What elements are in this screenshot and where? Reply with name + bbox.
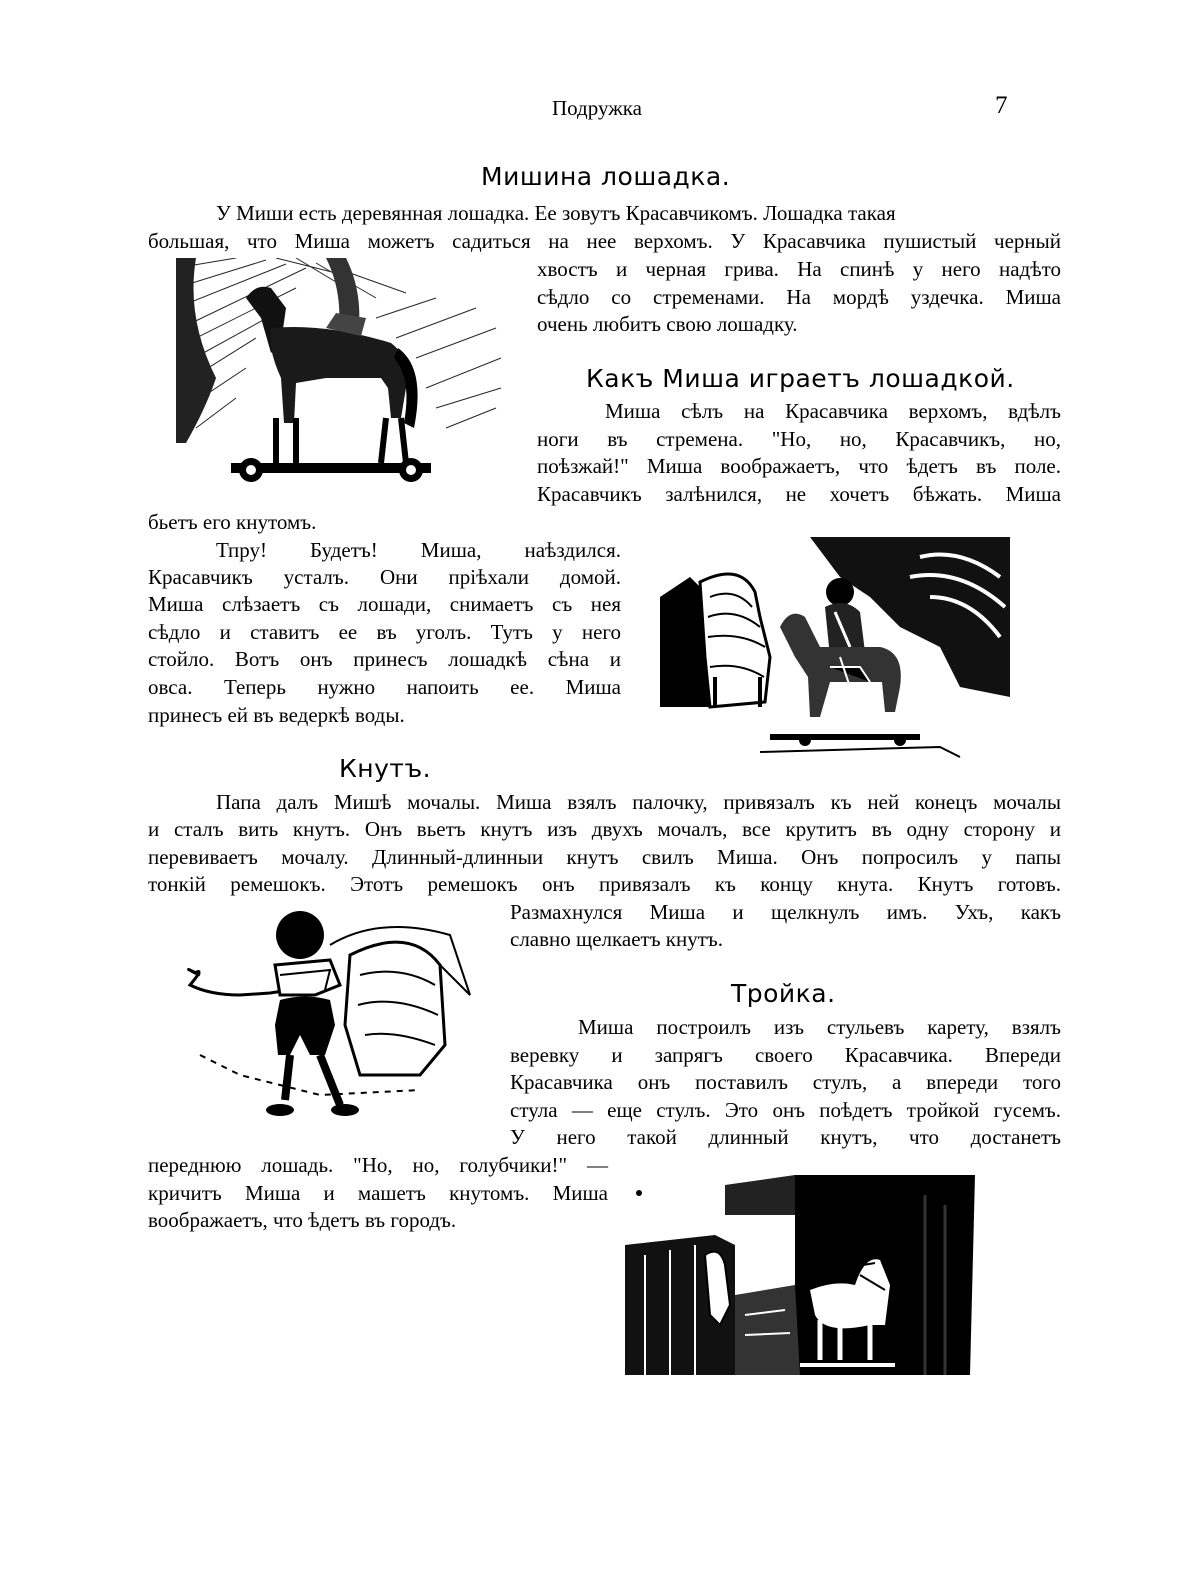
running-title: Подружка — [552, 96, 642, 120]
paragraph-line: Папа далъ Мишѣ мочалы. Миша взялъ палочку, привязалъ къ ней конецъ мочалы — [216, 790, 1061, 814]
paragraph-line: Миша построилъ изъ стульевъ карету, взялъ — [578, 1015, 1061, 1039]
section-title-knut: Кнутъ. — [339, 754, 432, 783]
paragraph-line: Размахнулся Миша и щелкнулъ имъ. Ухъ, какъ — [510, 900, 1061, 924]
rocking-horse-room-illustration — [625, 1175, 980, 1385]
paragraph-line: перевиваетъ мочалу. Длинный-длинныи кнутъ свилъ Миша. Онъ попросилъ у папы — [148, 845, 1061, 869]
page-number: 7 — [995, 92, 1008, 119]
paragraph-line: стойло. Вотъ онъ принесъ лошадкѣ сѣна и — [148, 647, 621, 671]
wooden-horse-illustration — [176, 258, 506, 490]
paragraph-line: воображаетъ, что ѣдетъ въ городъ. — [148, 1208, 457, 1232]
paragraph-line: У него такой длинный кнутъ, что достанетъ — [510, 1125, 1061, 1149]
paragraph-line: тонкiй ремешокъ. Этотъ ремешокъ онъ привязалъ къ концу кнута. Кнутъ готовъ. — [148, 872, 1061, 896]
paragraph-line: переднюю лошадь. "Но, но, голубчики!" — — [148, 1153, 608, 1177]
paragraph-line: Тпру! Будетъ! Миша, наѣздился. — [216, 538, 621, 562]
paragraph-line: сѣдло со стременами. На мордѣ уздечка. Миша — [537, 285, 1061, 309]
paragraph-line: хвостъ и черная грива. На спинѣ у него надѣто — [537, 257, 1061, 281]
paragraph-line: ноги въ стремена. "Но, но, Красавчикъ, но, — [537, 427, 1061, 451]
paragraph-line: сѣдло и ставитъ ее въ уголъ. Тутъ у него — [148, 620, 621, 644]
paragraph-line: славно щелкаетъ кнутъ. — [510, 927, 724, 951]
paragraph-line: Миша слѣзаетъ съ лошади, снимаетъ съ нея — [148, 592, 621, 616]
section-title-mishina-loshadka: Мишина лошадка. — [481, 162, 731, 191]
section-title-kak-misha-igraet: Какъ Миша играетъ лошадкой. — [586, 364, 1015, 393]
paragraph-line: большая, что Миша можетъ садиться на нее верхомъ. У Красавчика пушистый черный — [148, 229, 1061, 253]
paragraph-line: стула — еще стулъ. Это онъ поѣдетъ тройкой гусемъ. — [510, 1098, 1061, 1122]
paragraph-line: очень любитъ свою лошадку. — [537, 312, 798, 336]
paragraph-line: принесъ ей въ ведеркѣ воды. — [148, 703, 405, 727]
paragraph-line: овса. Теперь нужно напоить ее. Миша — [148, 675, 621, 699]
boy-with-whip-illustration — [180, 905, 480, 1125]
paragraph-line: и сталъ вить кнутъ. Онъ вьетъ кнутъ изъ двухъ мочалъ, все крутитъ въ одну сторону и — [148, 817, 1061, 841]
paragraph-line: Красавчикъ усталъ. Они прiѣхали домой. — [148, 565, 621, 589]
paragraph-line: Миша сѣлъ на Красавчика верхомъ, вдѣлъ — [605, 399, 1061, 423]
paragraph-line: поѣзжай!" Миша воображаетъ, что ѣдетъ въ поле. — [537, 454, 1061, 478]
paragraph-line: Красавчикъ залѣнился, не хочетъ бѣжать. Миша — [537, 482, 1061, 506]
paragraph-line: У Миши есть деревянная лошадка. Ее зовутъ Красавчикомъ. Лошадка такая — [216, 201, 896, 225]
section-title-troika: Тройка. — [731, 979, 836, 1008]
boy-riding-horse-illustration — [660, 537, 1010, 762]
paragraph-line: Красавчика онъ поставилъ стулъ, а впереди того — [510, 1070, 1061, 1094]
paragraph-line: кричитъ Миша и машетъ кнутомъ. Миша — [148, 1181, 608, 1205]
paragraph-line: бьетъ его кнутомъ. — [148, 510, 317, 534]
paragraph-line: веревку и запрягъ своего Красавчика. Впереди — [510, 1043, 1061, 1067]
